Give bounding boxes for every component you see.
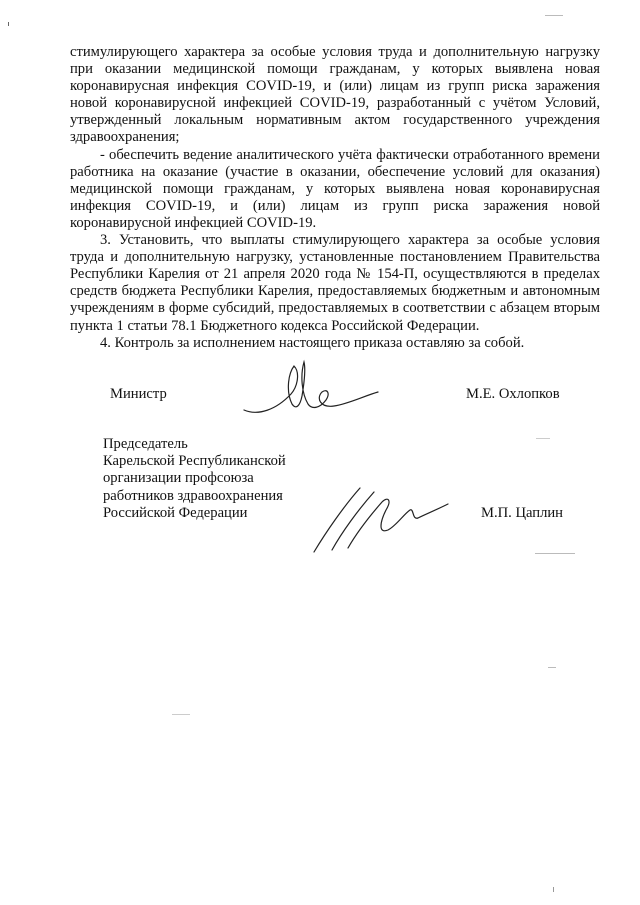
document-body [70, 44, 600, 352]
paragraph-item-3: 3. Установить, что выплаты стимулирующего характера за особые условия труда и дополнительную нагрузку, установленные постановлением Правительства Республики Карелия от 21 апреля 2020 года № 154-П, осуществляются в пределах средств бюджета Республики Карелия, предоставляемых бюджетным и автономным учреждениям в форме субсидий, предоставляемых в соответствии с абзацем вторым пункта 1 статьи 78.1 Бюджетного кодекса Российской Федерации. [70, 232, 600, 334]
chairman-title-block [103, 436, 286, 522]
paragraph-continuation: стимулирующего характера за особые условия труда и дополнительную нагрузку при оказании медицинской помощи гражданам, у которых выявлена новая коронавирусная инфекция COVID-19, и (или) лицам из групп риска заражения новой коронавирусной инфекцией COVID-19, разработанный с учётом Условий, утвержденный локальным нормативным актом государственного учреждения здравоохранения; [70, 44, 600, 146]
chairman-name: М.П. Цаплин [481, 505, 563, 521]
scan-artifact [172, 714, 190, 715]
minister-name: М.Е. Охлопков [466, 386, 560, 402]
paragraph-item-4: 4. Контроль за исполнением настоящего приказа оставляю за собой. [100, 334, 525, 351]
chairman-title-line: Председатель [103, 436, 188, 452]
scan-artifact [536, 438, 550, 439]
chairman-title-line: работников здравоохранения [103, 487, 283, 504]
scan-artifact [545, 15, 563, 16]
scan-artifact [553, 887, 554, 892]
minister-title: Министр [110, 386, 167, 402]
chairman-signature [308, 480, 458, 558]
chairman-title-line: организации профсоюза [103, 470, 254, 487]
chairman-title-line: Российской Федерации [103, 504, 248, 521]
paragraph-bullet-accounting: - обеспечить ведение аналитического учёта фактически отработанного времени работника на оказание (участие в оказании, обеспечение условий для оказания) медицинской помощи гражданам, у которых выявлена новая коронавирусная инфекция COVID-19, и (или) лицам из групп риска заражения новой коронавирусной инфекцией COVID-19. [70, 146, 600, 231]
scan-artifact [548, 667, 556, 668]
minister-signature [236, 358, 386, 420]
scan-artifact [8, 22, 9, 26]
scan-artifact [535, 553, 575, 554]
chairman-title-line: Карельской Республиканской [103, 453, 286, 470]
